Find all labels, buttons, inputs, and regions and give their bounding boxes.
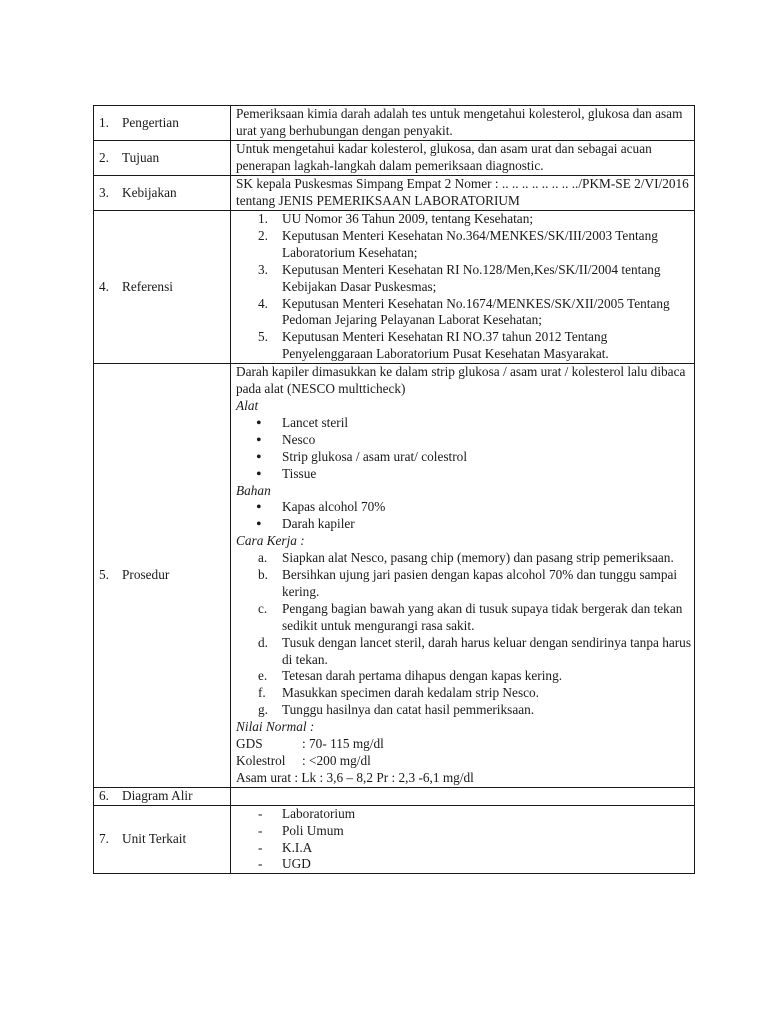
list-item-text: UGD <box>282 856 311 872</box>
list-item <box>236 806 691 823</box>
list-item <box>236 228 691 262</box>
label-cell <box>94 211 231 364</box>
referensi-list <box>236 211 691 363</box>
list-item-text: Kapas alcohol 70% <box>282 499 386 515</box>
row-kebijakan <box>94 176 695 211</box>
dash-icon: - <box>258 805 263 821</box>
nilai-asam-urat: Asam urat : Lk : 3,6 – 8,2 Pr : 2,3 -6,1 mg/dl <box>236 769 474 785</box>
row-number: 7. <box>99 831 109 847</box>
list-item <box>236 296 691 330</box>
nilai-value: : 70- 115 mg/dl <box>302 736 384 752</box>
dash-icon: - <box>258 856 263 872</box>
list-item <box>236 466 691 483</box>
row-label: Tujuan <box>122 149 160 165</box>
content-cell <box>231 106 695 141</box>
dash-icon: - <box>258 822 263 838</box>
list-item <box>236 856 691 873</box>
list-item-text: Lancet steril <box>282 414 349 430</box>
list-marker: 3. <box>258 261 268 277</box>
bullet-icon: • <box>256 516 262 534</box>
pengertian-text: Pemeriksaan kimia darah adalah tes untuk mengetahui kolesterol, glukosa dan asam urat yang berhubungan dengan penyakit. <box>236 106 683 138</box>
list-item <box>236 415 691 432</box>
row-number: 3. <box>99 184 109 200</box>
label-cell <box>94 141 231 176</box>
list-item <box>236 702 691 719</box>
nilai-name: GDS <box>236 736 263 752</box>
row-referensi <box>94 211 695 364</box>
row-number: 5. <box>99 567 109 583</box>
list-item-text: Pengang bagian bawah yang akan di tusuk supaya tidak bergerak dan tekan sedikit untuk mengurangi rasa sakit. <box>282 600 683 633</box>
list-item-text: Laboratorium <box>282 805 356 821</box>
row-diagram-alir <box>94 787 695 805</box>
row-unit-terkait <box>94 805 695 874</box>
row-prosedur <box>94 364 695 788</box>
bullet-icon: • <box>256 448 262 466</box>
list-item <box>236 499 691 516</box>
row-label: Prosedur <box>122 567 170 583</box>
list-item-text: Masukkan specimen darah kedalam strip Nesco. <box>282 685 539 701</box>
list-item <box>236 685 691 702</box>
row-label: Pengertian <box>122 114 179 130</box>
list-item <box>236 449 691 466</box>
unit-terkait-list <box>236 806 691 874</box>
list-item <box>236 516 691 533</box>
list-item <box>236 601 691 635</box>
list-item-text: Nesco <box>282 431 316 447</box>
content-cell <box>231 141 695 176</box>
list-item-text: Tunggu hasilnya dan catat hasil pemmeriksaan. <box>282 702 535 718</box>
nilai-kolestrol <box>236 753 691 770</box>
list-item-text: Tissue <box>282 465 317 481</box>
label-cell <box>94 805 231 874</box>
row-label: Unit Terkait <box>122 831 187 847</box>
list-item-text: Tusuk dengan lancet steril, darah harus keluar dengan sendirinya tanpa harus di tekan. <box>282 634 692 667</box>
nilai-value: : <200 mg/dl <box>302 753 371 768</box>
list-marker: g. <box>258 702 268 718</box>
row-label: Referensi <box>122 278 173 294</box>
list-marker: a. <box>258 550 268 566</box>
content-cell <box>231 176 695 211</box>
label-cell <box>94 106 231 141</box>
cara-kerja-list <box>236 550 691 719</box>
tujuan-text: Untuk mengetahui kadar kolesterol, glukosa, dan asam urat dan sebagai acuan penerapan lagkah-langkah dalam pemeriksaan diagnostic. <box>236 141 652 173</box>
label-cell <box>94 787 231 805</box>
nilai-normal-heading: Nilai Normal : <box>236 719 315 735</box>
list-item <box>236 567 691 601</box>
list-marker: e. <box>258 668 268 684</box>
alat-heading: Alat <box>236 397 259 413</box>
sop-table <box>93 105 695 874</box>
row-tujuan <box>94 141 695 176</box>
list-item <box>236 432 691 449</box>
list-item <box>236 211 691 228</box>
list-item <box>236 823 691 840</box>
list-item <box>236 840 691 857</box>
row-number: 4. <box>99 278 109 294</box>
alat-list <box>236 415 691 483</box>
list-item-text: Poli Umum <box>282 822 344 838</box>
row-number: 1. <box>99 114 109 130</box>
nilai-name: Kolestrol <box>236 753 286 768</box>
list-item <box>236 550 691 567</box>
list-item-text: K.I.A <box>282 839 313 855</box>
list-marker: d. <box>258 634 268 650</box>
list-item-text: Darah kapiler <box>282 516 355 532</box>
list-item-text: Tetesan darah pertama dihapus dengan kapas kering. <box>282 668 563 684</box>
list-item-text: Bersihkan ujung jari pasien dengan kapas alcohol 70% dan tunggu sampai kering. <box>282 567 678 599</box>
nilai-gds <box>236 736 691 753</box>
label-cell <box>94 176 231 211</box>
row-number: 2. <box>99 149 109 165</box>
list-marker: 2. <box>258 227 268 243</box>
bullet-icon: • <box>256 499 262 517</box>
list-item-text: Strip glukosa / asam urat/ colestrol <box>282 448 468 464</box>
list-marker: 4. <box>258 295 268 311</box>
list-item <box>236 635 691 669</box>
kebijakan-text: SK kepala Puskesmas Simpang Empat 2 Nomer : .. .. .. .. .. .. .. ../PKM-SE 2/VI/2016 tentang JENIS PEMERIKSAAN LABORATORIUM <box>236 176 689 208</box>
list-item <box>236 329 691 363</box>
bahan-list <box>236 499 691 533</box>
content-cell <box>231 211 695 364</box>
list-item-text: Keputusan Menteri Kesehatan No.364/MENKES/SK/III/2003 Tentang Laboratorium Kesehatan; <box>282 227 658 260</box>
list-item-text: Keputusan Menteri Kesehatan RI No.128/Men,Kes/SK/II/2004 tentang Kebijakan Dasar Puskesmas; <box>282 261 661 294</box>
list-marker: b. <box>258 567 268 583</box>
bullet-icon: • <box>256 465 262 483</box>
bullet-icon: • <box>256 414 262 432</box>
content-cell <box>231 805 695 874</box>
list-item-text: Keputusan Menteri Kesehatan No.1674/MENKES/SK/XII/2005 Tentang Pedoman Jejaring Pelayanan Laborat Kesehatan; <box>282 295 670 328</box>
label-cell <box>94 364 231 788</box>
row-label: Kebijakan <box>122 184 177 200</box>
row-pengertian <box>94 106 695 141</box>
content-cell <box>231 364 695 788</box>
prosedur-intro: Darah kapiler dimasukkan ke dalam strip glukosa / asam urat / kolesterol lalu dibaca pada alat (NESCO multticheck) <box>236 364 686 397</box>
list-item-text: Keputusan Menteri Kesehatan RI NO.37 tahun 2012 Tentang Penyelenggaraan Laboratorium Pusat Kesehatan Masyarakat. <box>282 329 609 362</box>
list-marker: c. <box>258 600 268 616</box>
list-item-text: Siapkan alat Nesco, pasang chip (memory) dan pasang strip pemeriksaan. <box>282 550 674 566</box>
list-item <box>236 262 691 296</box>
row-label: Diagram Alir <box>122 787 193 803</box>
list-marker: 5. <box>258 329 268 345</box>
bahan-heading: Bahan <box>236 482 271 498</box>
list-marker: f. <box>258 685 266 701</box>
content-cell <box>231 787 695 805</box>
list-item <box>236 668 691 685</box>
dash-icon: - <box>258 839 263 855</box>
list-item-text: UU Nomor 36 Tahun 2009, tentang Kesehatan; <box>282 211 534 226</box>
cara-kerja-heading: Cara Kerja : <box>236 533 305 549</box>
row-number: 6. <box>99 787 109 803</box>
list-marker: 1. <box>258 211 268 226</box>
sop-document <box>93 105 695 874</box>
bullet-icon: • <box>256 431 262 449</box>
